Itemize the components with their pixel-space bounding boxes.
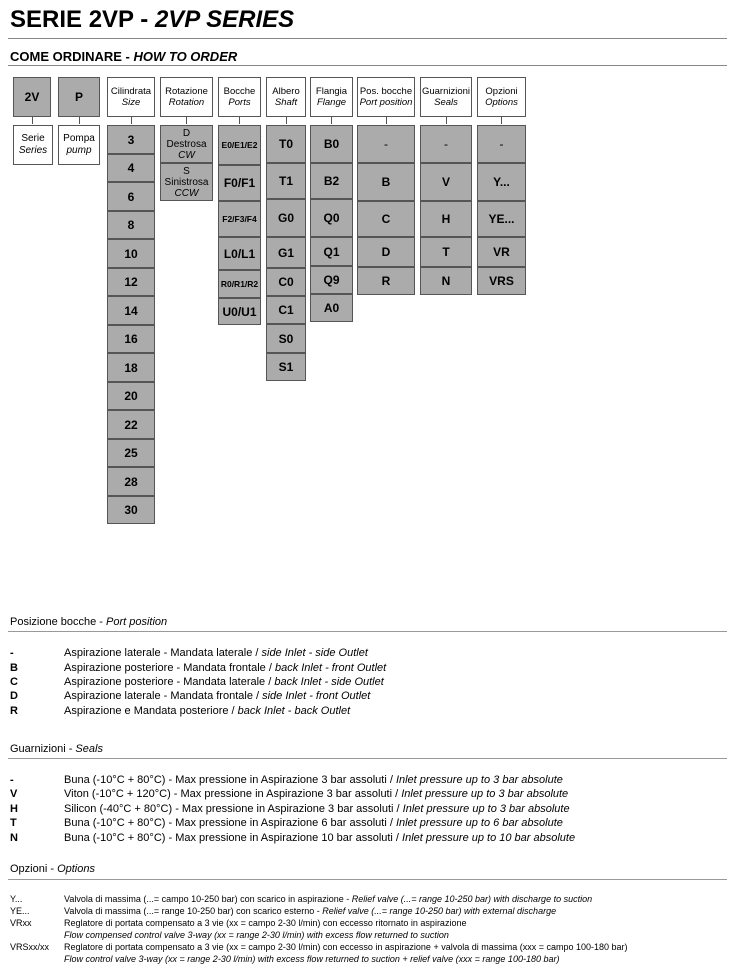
connector-tick	[446, 117, 447, 124]
port-position-section-title: Posizione bocche - Port position	[10, 616, 168, 628]
port-position-column	[357, 125, 415, 295]
size-option: 28	[107, 467, 155, 496]
ports-header: Bocche Ports	[218, 77, 261, 117]
seals-desc: Buna (-10°C + 80°C) - Max pressione in Aspirazione 6 bar assoluti / Inlet pressure up to 6 bar absolute	[64, 817, 563, 829]
seals-desc: Viton (-10°C + 120°C) - Max pressione in Aspirazione 3 bar assoluti / Inlet pressure up to 3 bar absolute	[64, 788, 569, 800]
options-desc: Reglatore di portata compensato a 3 vie (xx = campo 2-30 l/min) con eccesso in aspirazione + valvola di massima (xxx = campo 100-180 bar)	[64, 942, 628, 952]
ports-column	[218, 125, 261, 325]
seals-desc: Buna (-10°C + 80°C) - Max pressione in Aspirazione 10 bar assoluti / Inlet pressure up to 10 bar absolute	[64, 832, 576, 844]
size-option: 22	[107, 410, 155, 439]
connector-tick	[286, 117, 287, 124]
shaft-option: C1	[266, 296, 306, 324]
port-position-code: B	[10, 662, 18, 674]
port-position-code: -	[10, 647, 14, 659]
port-position-code: D	[10, 690, 18, 702]
seals-section-title: Guarnizioni - Seals	[10, 743, 103, 755]
shaft-column	[266, 125, 306, 381]
flange-option: B2	[310, 163, 353, 199]
options-option: VR	[477, 237, 526, 267]
options-header: Opzioni Options	[477, 77, 526, 117]
section-divider	[8, 879, 727, 880]
options-desc: Valvola di massima (...= campo 10-250 bar) con scarico in aspirazione - Relief valve (...= range 10-250 bar) with discharge to suction	[64, 894, 593, 904]
size-option: 25	[107, 439, 155, 467]
shaft-option: T1	[266, 163, 306, 199]
port-position-desc: Aspirazione laterale - Mandata laterale / side Inlet - side Outlet	[64, 647, 368, 659]
options-option: Y...	[477, 163, 526, 201]
flange-column	[310, 125, 353, 322]
port-position-option: -	[357, 125, 415, 163]
size-column	[107, 125, 155, 524]
options-desc: Reglatore di portata compensato a 3 vie (xx = campo 2-30 l/min) con eccesso ritornato in aspirazione	[64, 918, 467, 928]
ports-option: F0/F1	[218, 165, 261, 201]
seals-desc: Silicon (-40°C + 80°C) - Max pressione in Aspirazione 3 bar assoluti / Inlet pressure up to 3 bar absolute	[64, 803, 570, 815]
how-to-order-heading: COME ORDINARE - HOW TO ORDER	[10, 49, 238, 64]
flange-option: Q9	[310, 266, 353, 294]
ports-option: F2/F3/F4	[218, 201, 261, 237]
connector-tick	[32, 117, 33, 124]
rotation-column	[160, 125, 213, 201]
port-position-code: R	[10, 705, 18, 717]
seals-code: V	[10, 788, 18, 800]
size-option: 16	[107, 325, 155, 353]
options-code: VRxx	[10, 918, 32, 928]
flange-option: A0	[310, 294, 353, 322]
subtitle-divider	[8, 65, 727, 66]
series-code-box: 2V	[13, 77, 51, 117]
connector-tick	[331, 117, 332, 124]
shaft-option: C0	[266, 268, 306, 296]
size-option: 20	[107, 382, 155, 410]
title-divider	[8, 38, 727, 39]
page-title: SERIE 2VP - 2VP SERIES	[10, 6, 295, 33]
connector-tick	[239, 117, 240, 124]
seals-code: H	[10, 803, 18, 815]
rotation-option-ccw: S Sinistrosa CCW	[160, 163, 213, 201]
connector-tick	[79, 117, 80, 124]
connector-tick	[131, 117, 132, 124]
rotation-option-cw: D Destrosa CW	[160, 125, 213, 163]
port-position-option: D	[357, 237, 415, 267]
pump-description: Pompa pump	[58, 125, 100, 165]
port-position-desc: Aspirazione e Mandata posteriore / back Inlet - back Outlet	[64, 705, 351, 717]
section-divider	[8, 758, 727, 759]
size-option: 8	[107, 211, 155, 239]
options-column	[477, 125, 526, 295]
flange-header: Flangia Flange	[310, 77, 353, 117]
port-position-option: C	[357, 201, 415, 237]
seals-code: T	[10, 817, 17, 829]
size-header: Cilindrata Size	[107, 77, 155, 117]
ports-option: L0/L1	[218, 237, 261, 270]
port-position-desc: Aspirazione laterale - Mandata frontale / side Inlet - front Outlet	[64, 690, 371, 702]
seals-header: Guarnizioni Seals	[420, 77, 472, 117]
flange-option: B0	[310, 125, 353, 163]
size-option: 3	[107, 125, 155, 154]
port-position-option: R	[357, 267, 415, 295]
options-code: Y...	[10, 894, 23, 904]
port-position-code: C	[10, 676, 18, 688]
shaft-option: T0	[266, 125, 306, 163]
port-position-option: B	[357, 163, 415, 201]
shaft-option: G1	[266, 237, 306, 268]
seals-option: V	[420, 163, 472, 201]
options-option: -	[477, 125, 526, 163]
shaft-option: S0	[266, 324, 306, 353]
size-option: 4	[107, 154, 155, 182]
port-position-desc: Aspirazione posteriore - Mandata laterale / back Inlet - side Outlet	[64, 676, 384, 688]
shaft-option: G0	[266, 199, 306, 237]
size-option: 14	[107, 296, 155, 325]
pump-code-box: P	[58, 77, 100, 117]
options-desc-en: Flow compensed control valve 3-way (xx = range 2-30 l/min) with excess flow returned to suction	[64, 930, 449, 940]
options-option: YE...	[477, 201, 526, 237]
series-description: Serie Series	[13, 125, 53, 165]
size-option: 10	[107, 239, 155, 268]
options-code: VRSxx/xx	[10, 942, 50, 952]
flange-option: Q0	[310, 199, 353, 237]
ports-option: R0/R1/R2	[218, 270, 261, 298]
seals-option: N	[420, 267, 472, 295]
size-option: 30	[107, 496, 155, 524]
seals-option: T	[420, 237, 472, 267]
shaft-header: Albero Shaft	[266, 77, 306, 117]
section-divider	[8, 631, 727, 632]
options-option: VRS	[477, 267, 526, 295]
rotation-header: Rotazione Rotation	[160, 77, 213, 117]
seals-option: H	[420, 201, 472, 237]
seals-column	[420, 125, 472, 295]
options-desc: Valvola di massima (...= range 10-250 bar) con scarico esterno - Relief valve (...= range 10-250 bar) with external discharge	[64, 906, 557, 916]
ports-option: U0/U1	[218, 298, 261, 325]
seals-code: -	[10, 774, 14, 786]
seals-code: N	[10, 832, 18, 844]
seals-desc: Buna (-10°C + 80°C) - Max pressione in Aspirazione 3 bar assoluti / Inlet pressure up to 3 bar absolute	[64, 774, 563, 786]
size-option: 18	[107, 353, 155, 382]
port-position-header: Pos. bocche Port position	[357, 77, 415, 117]
port-position-desc: Aspirazione posteriore - Mandata frontale / back Inlet - front Outlet	[64, 662, 387, 674]
options-desc-en: Flow control valve 3-way (xx = range 2-30 l/min) with excess flow returned to suction + relief valve (xxx = range 100-180 bar)	[64, 954, 560, 964]
connector-tick	[501, 117, 502, 124]
ports-option: E0/E1/E2	[218, 125, 261, 165]
connector-tick	[186, 117, 187, 124]
options-code: YE...	[10, 906, 30, 916]
flange-option: Q1	[310, 237, 353, 266]
options-section-title: Opzioni - Options	[10, 863, 95, 875]
size-option: 6	[107, 182, 155, 211]
shaft-option: S1	[266, 353, 306, 381]
size-option: 12	[107, 268, 155, 296]
seals-option: -	[420, 125, 472, 163]
connector-tick	[386, 117, 387, 124]
